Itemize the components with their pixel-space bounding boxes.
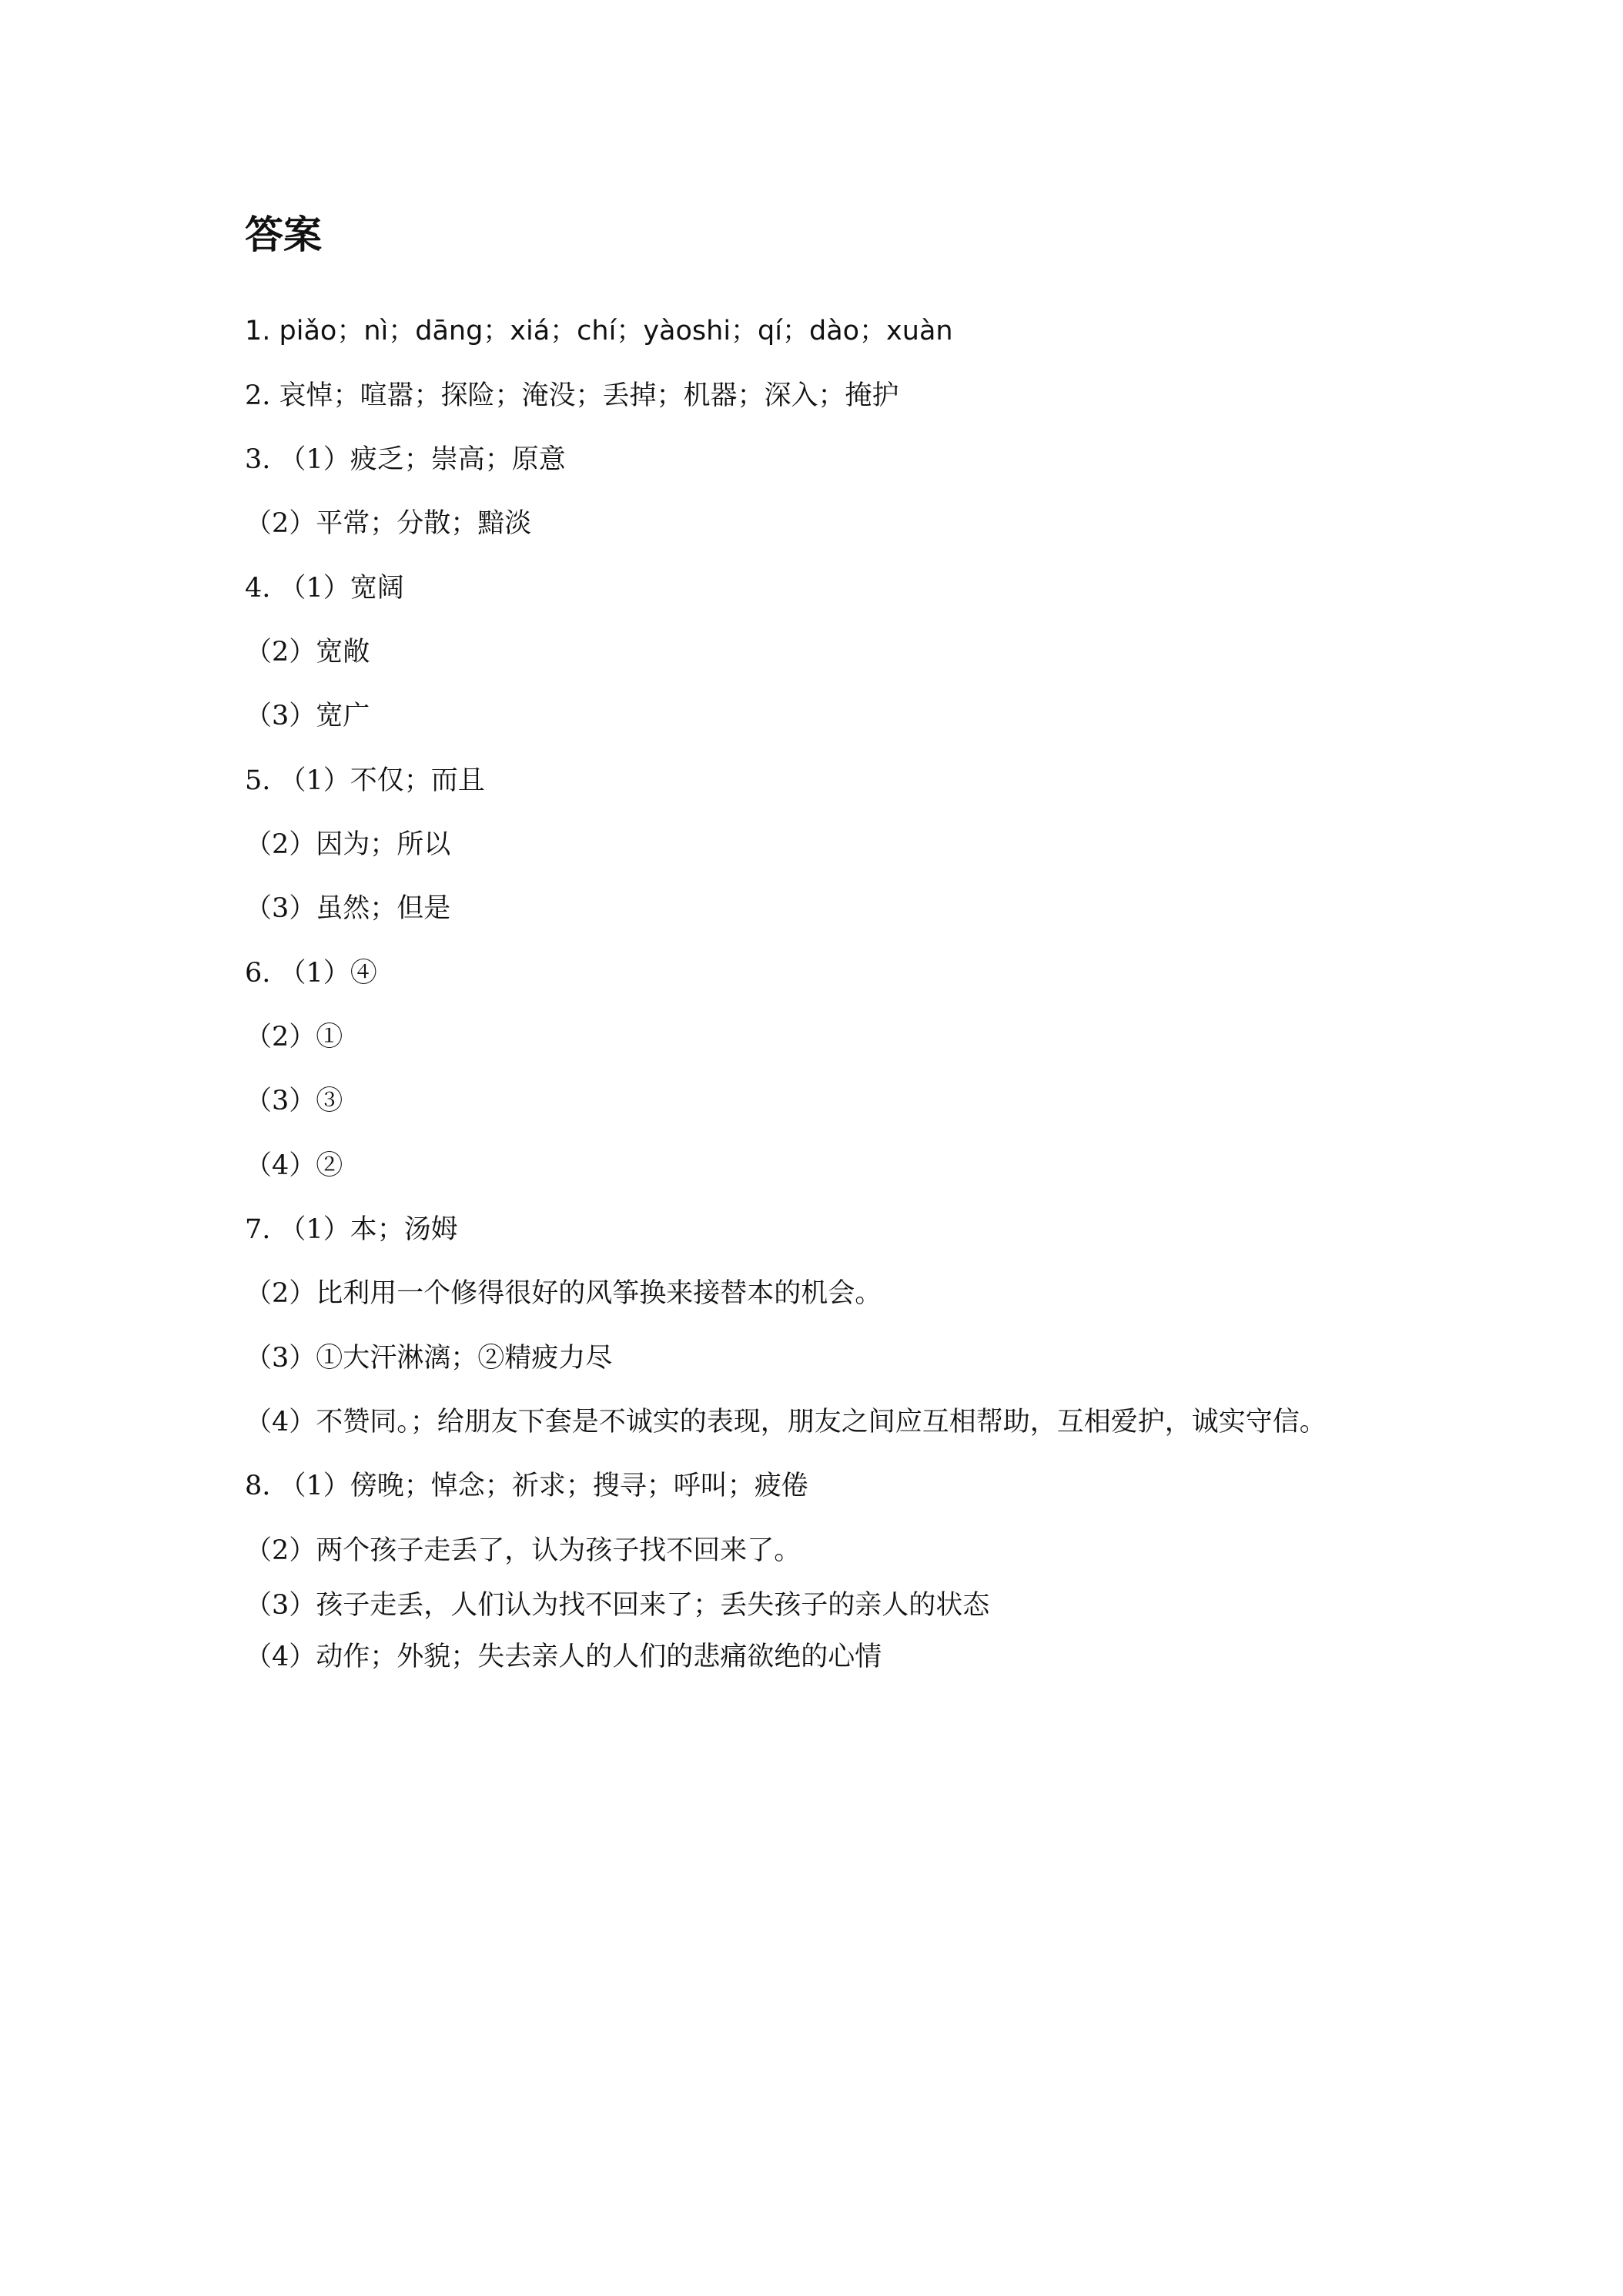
answer-line-6-4: （4）② xyxy=(245,1150,343,1181)
answer-line-8-2: （2）两个孩子走丢了，认为孩子找不回来了。 xyxy=(245,1535,801,1566)
page-title: 答案 xyxy=(245,213,322,257)
answer-line-2: 2. 哀悼；喧嚣；探险；淹没；丢掉；机器；深入；掩护 xyxy=(245,380,899,411)
answer-line-7-2: （2）比利用一个修得很好的风筝换来接替本的机会。 xyxy=(245,1278,882,1309)
answer-line-5-3: （3）虽然；但是 xyxy=(245,893,451,924)
answer-line-5: 5. （1）不仅；而且 xyxy=(245,765,485,796)
answer-line-3: 3. （1）疲乏；崇高；原意 xyxy=(245,444,566,475)
answer-line-5-2: （2）因为；所以 xyxy=(245,829,451,860)
answer-line-7-3: （3）①大汗淋漓；②精疲力尽 xyxy=(245,1343,613,1374)
answer-line-8-3: （3）孩子走丢，人们认为找不回来了；丢失孩子的亲人的状态 xyxy=(245,1590,990,1621)
answer-line-8: 8. （1）傍晚；悼念；祈求；搜寻；呼叫；疲倦 xyxy=(245,1471,808,1501)
answer-line-7-4: （4）不赞同。；给朋友下套是不诚实的表现，朋友之间应互相帮助，互相爱护，诚实守信。 xyxy=(245,1407,1327,1438)
answer-line-1: 1. piǎo；nì；dāng；xiá；chí；yàoshi；qí；dào；xuàn xyxy=(245,316,953,346)
answer-line-6-3: （3）③ xyxy=(245,1086,343,1116)
answer-line-4-2: （2）宽敞 xyxy=(245,637,370,668)
answer-line-8-4: （4）动作；外貌；失去亲人的人们的悲痛欲绝的心情 xyxy=(245,1642,882,1672)
answer-line-4: 4. （1）宽阔 xyxy=(245,573,404,604)
answer-line-7: 7. （1）本；汤姆 xyxy=(245,1214,458,1245)
answer-line-6: 6. （1）④ xyxy=(245,958,377,989)
answer-line-3-2: （2）平常；分散；黯淡 xyxy=(245,508,532,539)
answer-line-6-2: （2）① xyxy=(245,1022,343,1053)
answer-line-4-3: （3）宽广 xyxy=(245,701,370,731)
